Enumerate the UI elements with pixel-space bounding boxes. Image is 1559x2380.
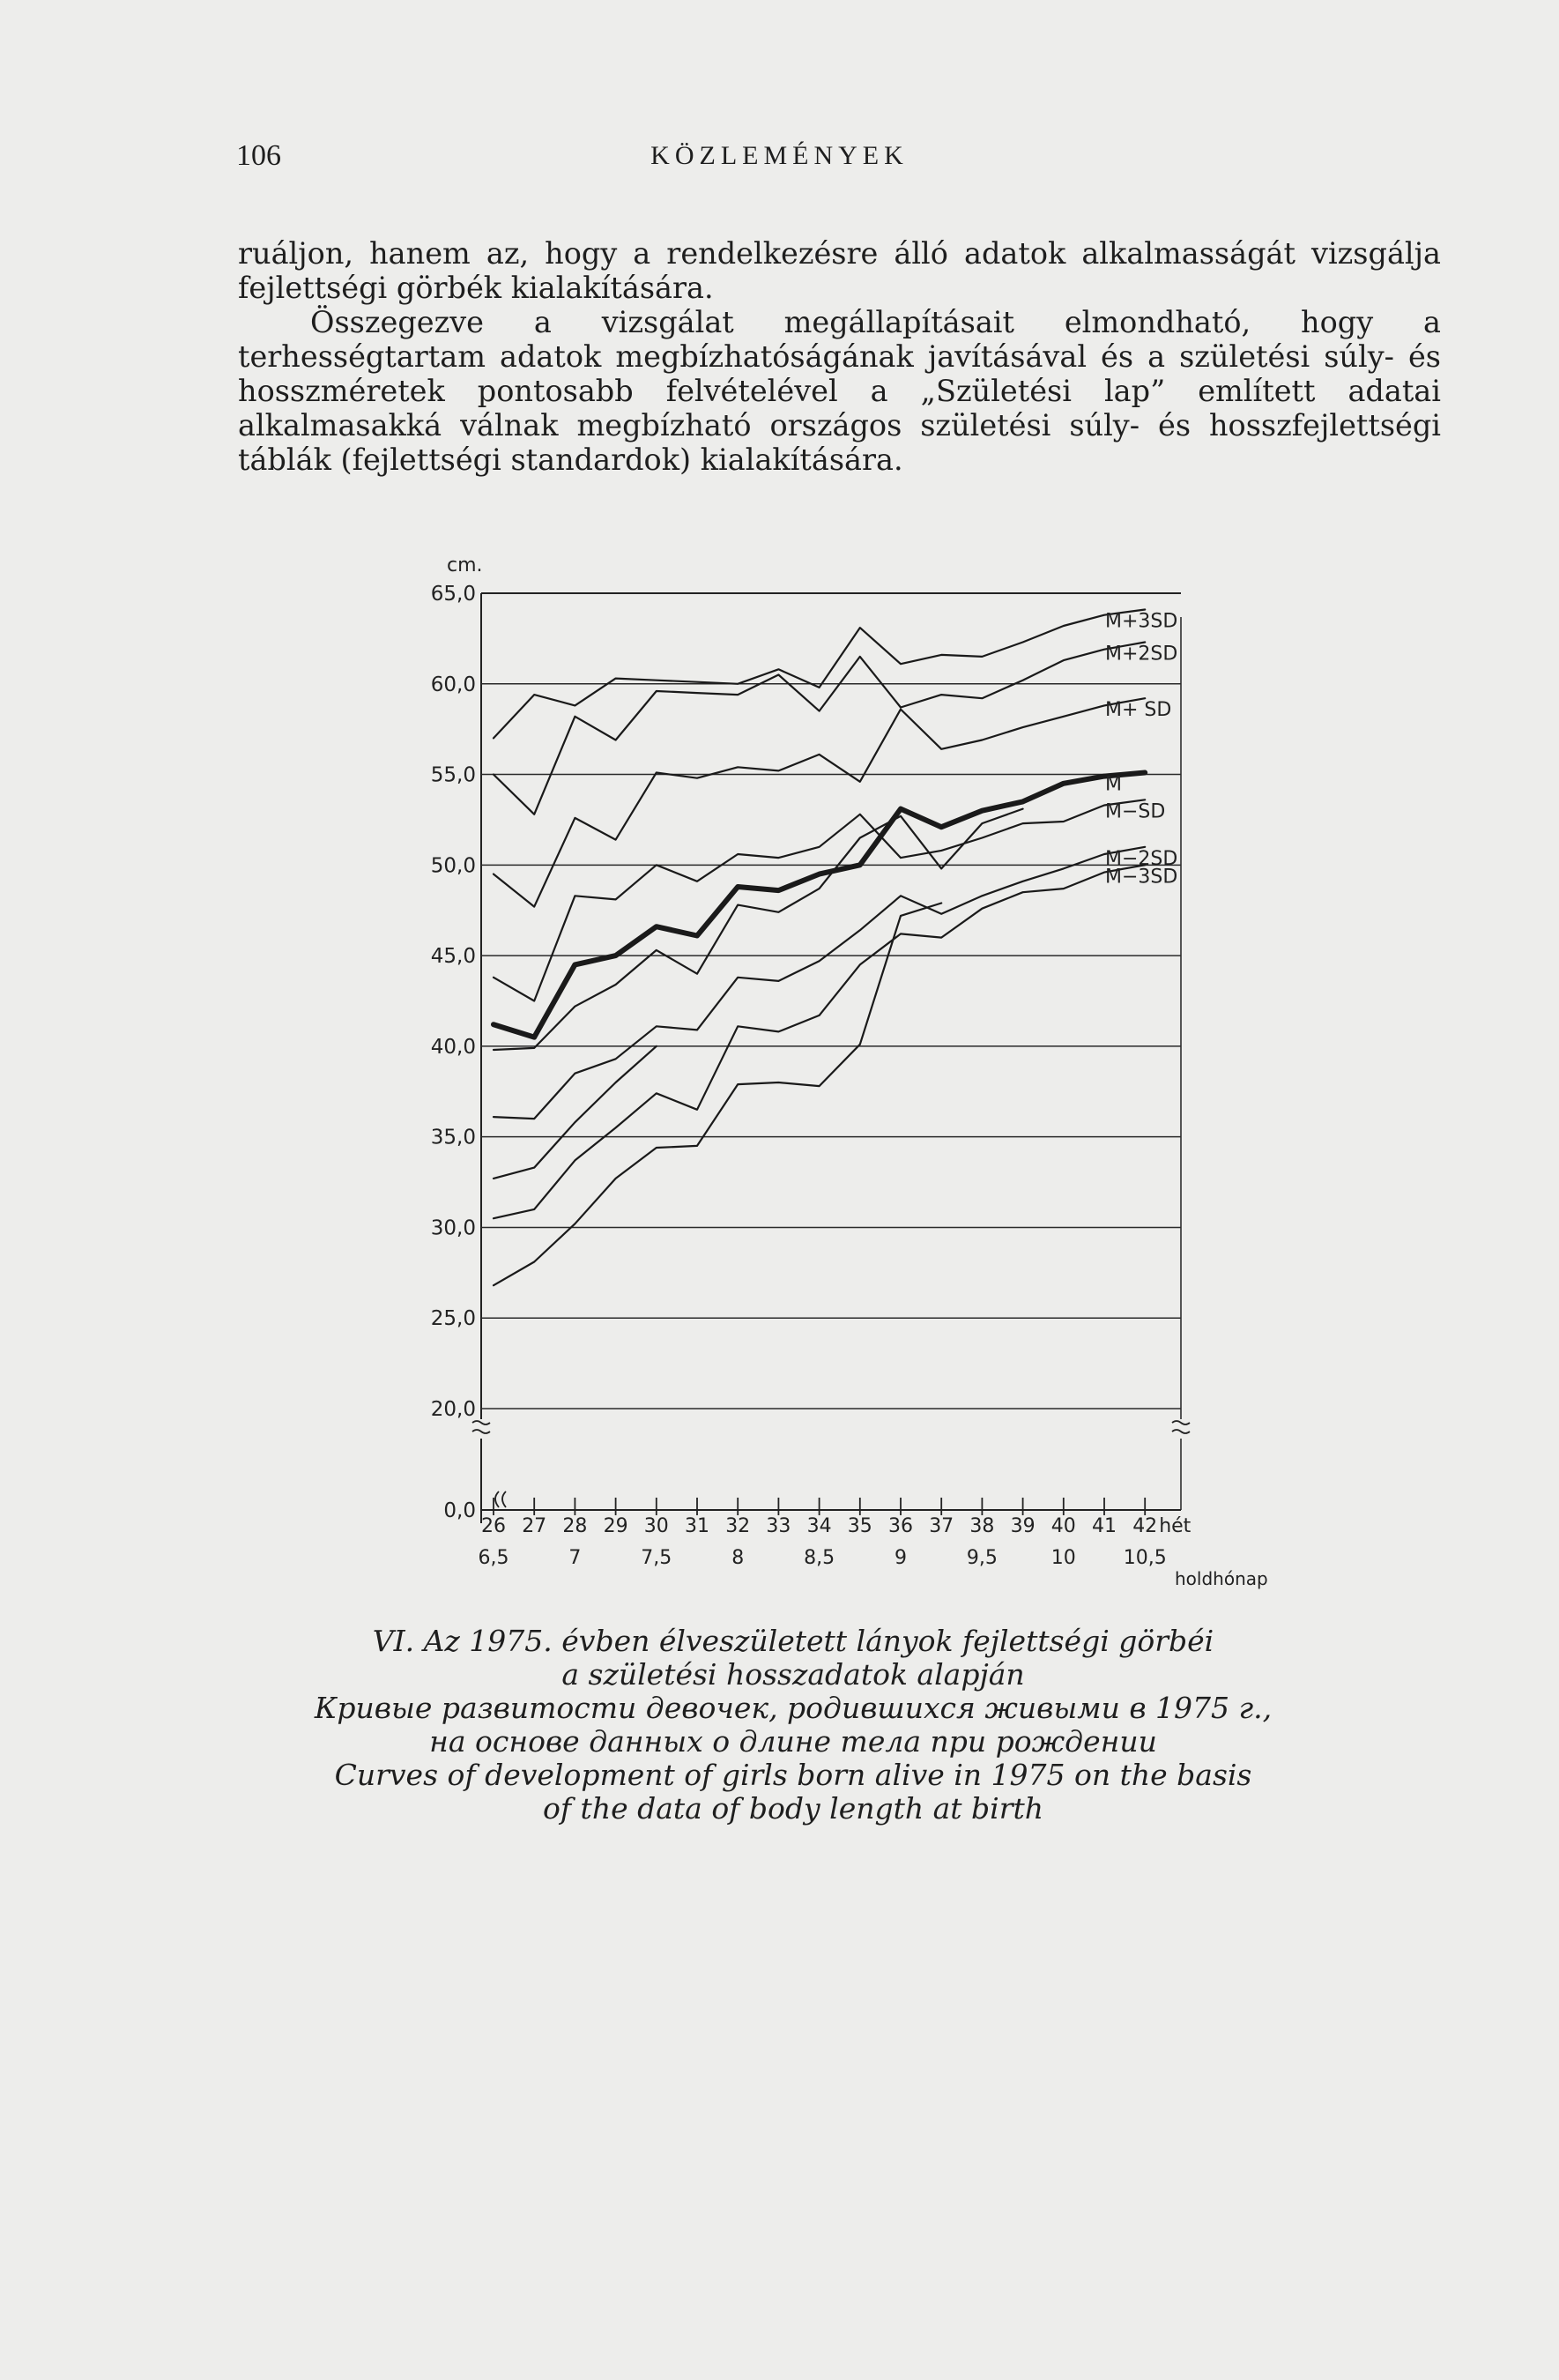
series-line-m-3sd [494, 865, 1145, 1218]
caption-ru-line-1: Кривые развитости девочек, родившихся живыми в 1975 г., [314, 1691, 1273, 1725]
x-week-label: 38 [969, 1515, 995, 1537]
x-week-label: 28 [562, 1515, 588, 1537]
x-week-label: 42 [1132, 1515, 1158, 1537]
y-tick-label: 50,0 [430, 854, 476, 878]
y-tick-label: 25,0 [430, 1307, 476, 1331]
x-month-label: 8 [731, 1547, 745, 1569]
caption-ru-line-2: на основе данных о длине тела при рождении [429, 1724, 1157, 1759]
x-month-label: 10 [1050, 1547, 1076, 1569]
series-label-m: M [1105, 773, 1122, 796]
x-month-label: 7 [568, 1547, 582, 1569]
paragraph-2: Összegezve a vizsgálat megállapításait elmondható, hogy a terhességtartam adatok megbízhatóságának javításával és a születési súly- és hosszméretek pontosabb felvételével a „Születési lap” említett adatai alkalmasakká válnak megbízható országos születési súly- és hosszfejlettségi táblák (fejlettségi standardok) kialakítására. [238, 305, 1441, 477]
series-label-m-sd: M−SD [1105, 800, 1166, 823]
y-tick-label: 20,0 [430, 1398, 476, 1421]
caption-en-line-2: of the data of body length at birth [542, 1791, 1043, 1826]
x-week-label: 41 [1092, 1515, 1117, 1537]
y-unit-label: cm. [447, 554, 483, 576]
caption-hu-line-2: a születési hosszadatok alapján [561, 1657, 1025, 1692]
series-label-m+sd: M+ SD [1105, 699, 1172, 722]
caption-en-line-1: Curves of development of girls born alive in 1975 on the basis [334, 1758, 1252, 1792]
x-month-label: 6,5 [478, 1547, 509, 1569]
x-month-label: 9,5 [966, 1547, 998, 1569]
x-week-label: 32 [725, 1515, 751, 1537]
x-month-label: 7,5 [641, 1547, 672, 1569]
x-week-label: 39 [1010, 1515, 1036, 1537]
series-label-m-2sd: M−2SD [1105, 847, 1178, 870]
x-week-label: 37 [929, 1515, 954, 1537]
x-week-label: 33 [766, 1515, 791, 1537]
y-tick-label: 60,0 [430, 673, 476, 696]
y-tick-label: 65,0 [430, 583, 476, 606]
y-tick-label: 0,0 [443, 1499, 476, 1522]
y-tick-label: 40,0 [430, 1035, 476, 1059]
x-month-label: 9 [895, 1547, 907, 1569]
x-week-label: 26 [481, 1515, 506, 1537]
y-tick-label: 45,0 [430, 945, 476, 969]
y-axis-break-mark [472, 1421, 490, 1433]
figure-caption [264, 1625, 1322, 1826]
x-week-label: 29 [603, 1515, 628, 1537]
y-tick-label: 35,0 [430, 1126, 476, 1149]
x-week-label: 27 [522, 1515, 547, 1537]
x-week-label: 36 [888, 1515, 913, 1537]
page-number: 106 [236, 139, 281, 172]
right-axis-break-mark [1172, 1421, 1190, 1433]
x-week-label: 30 [643, 1515, 669, 1537]
paragraph-1: ruáljon, hanem az, hogy a rendelkezésre álló adatok alkalmasságát vizsgálja fejlettségi görbék kialakítására. [238, 236, 1441, 305]
x-month-label: 10,5 [1123, 1547, 1167, 1569]
series-line-curve-a [494, 809, 1023, 1050]
caption-hu-line-1: VI. Az 1975. évben élveszületett lányok fejlettségi görbéi [372, 1624, 1214, 1658]
series-line-m-sd [494, 800, 1145, 1000]
x-week-label: 35 [847, 1515, 872, 1537]
y-tick-label: 30,0 [430, 1216, 476, 1240]
series-label-m-3sd: M−3SD [1105, 866, 1178, 889]
x-unit-label: hét [1159, 1515, 1192, 1537]
x-week-label: 40 [1050, 1515, 1076, 1537]
journal-title: KÖZLEMÉNYEK [650, 141, 909, 170]
series-line-curve-b [494, 1046, 657, 1179]
x-week-label: 31 [685, 1515, 709, 1537]
y-tick-label: 55,0 [430, 763, 476, 787]
series-line-m+3sd [494, 610, 1145, 739]
x-month-unit-label: holdhónap [1175, 1568, 1268, 1589]
x-month-label: 8,5 [804, 1547, 835, 1569]
x-axis-break-mark [495, 1491, 506, 1507]
series-label-m+2sd: M+2SD [1105, 643, 1178, 666]
x-week-label: 34 [806, 1515, 832, 1537]
series-label-m+3sd: M+3SD [1105, 610, 1178, 633]
